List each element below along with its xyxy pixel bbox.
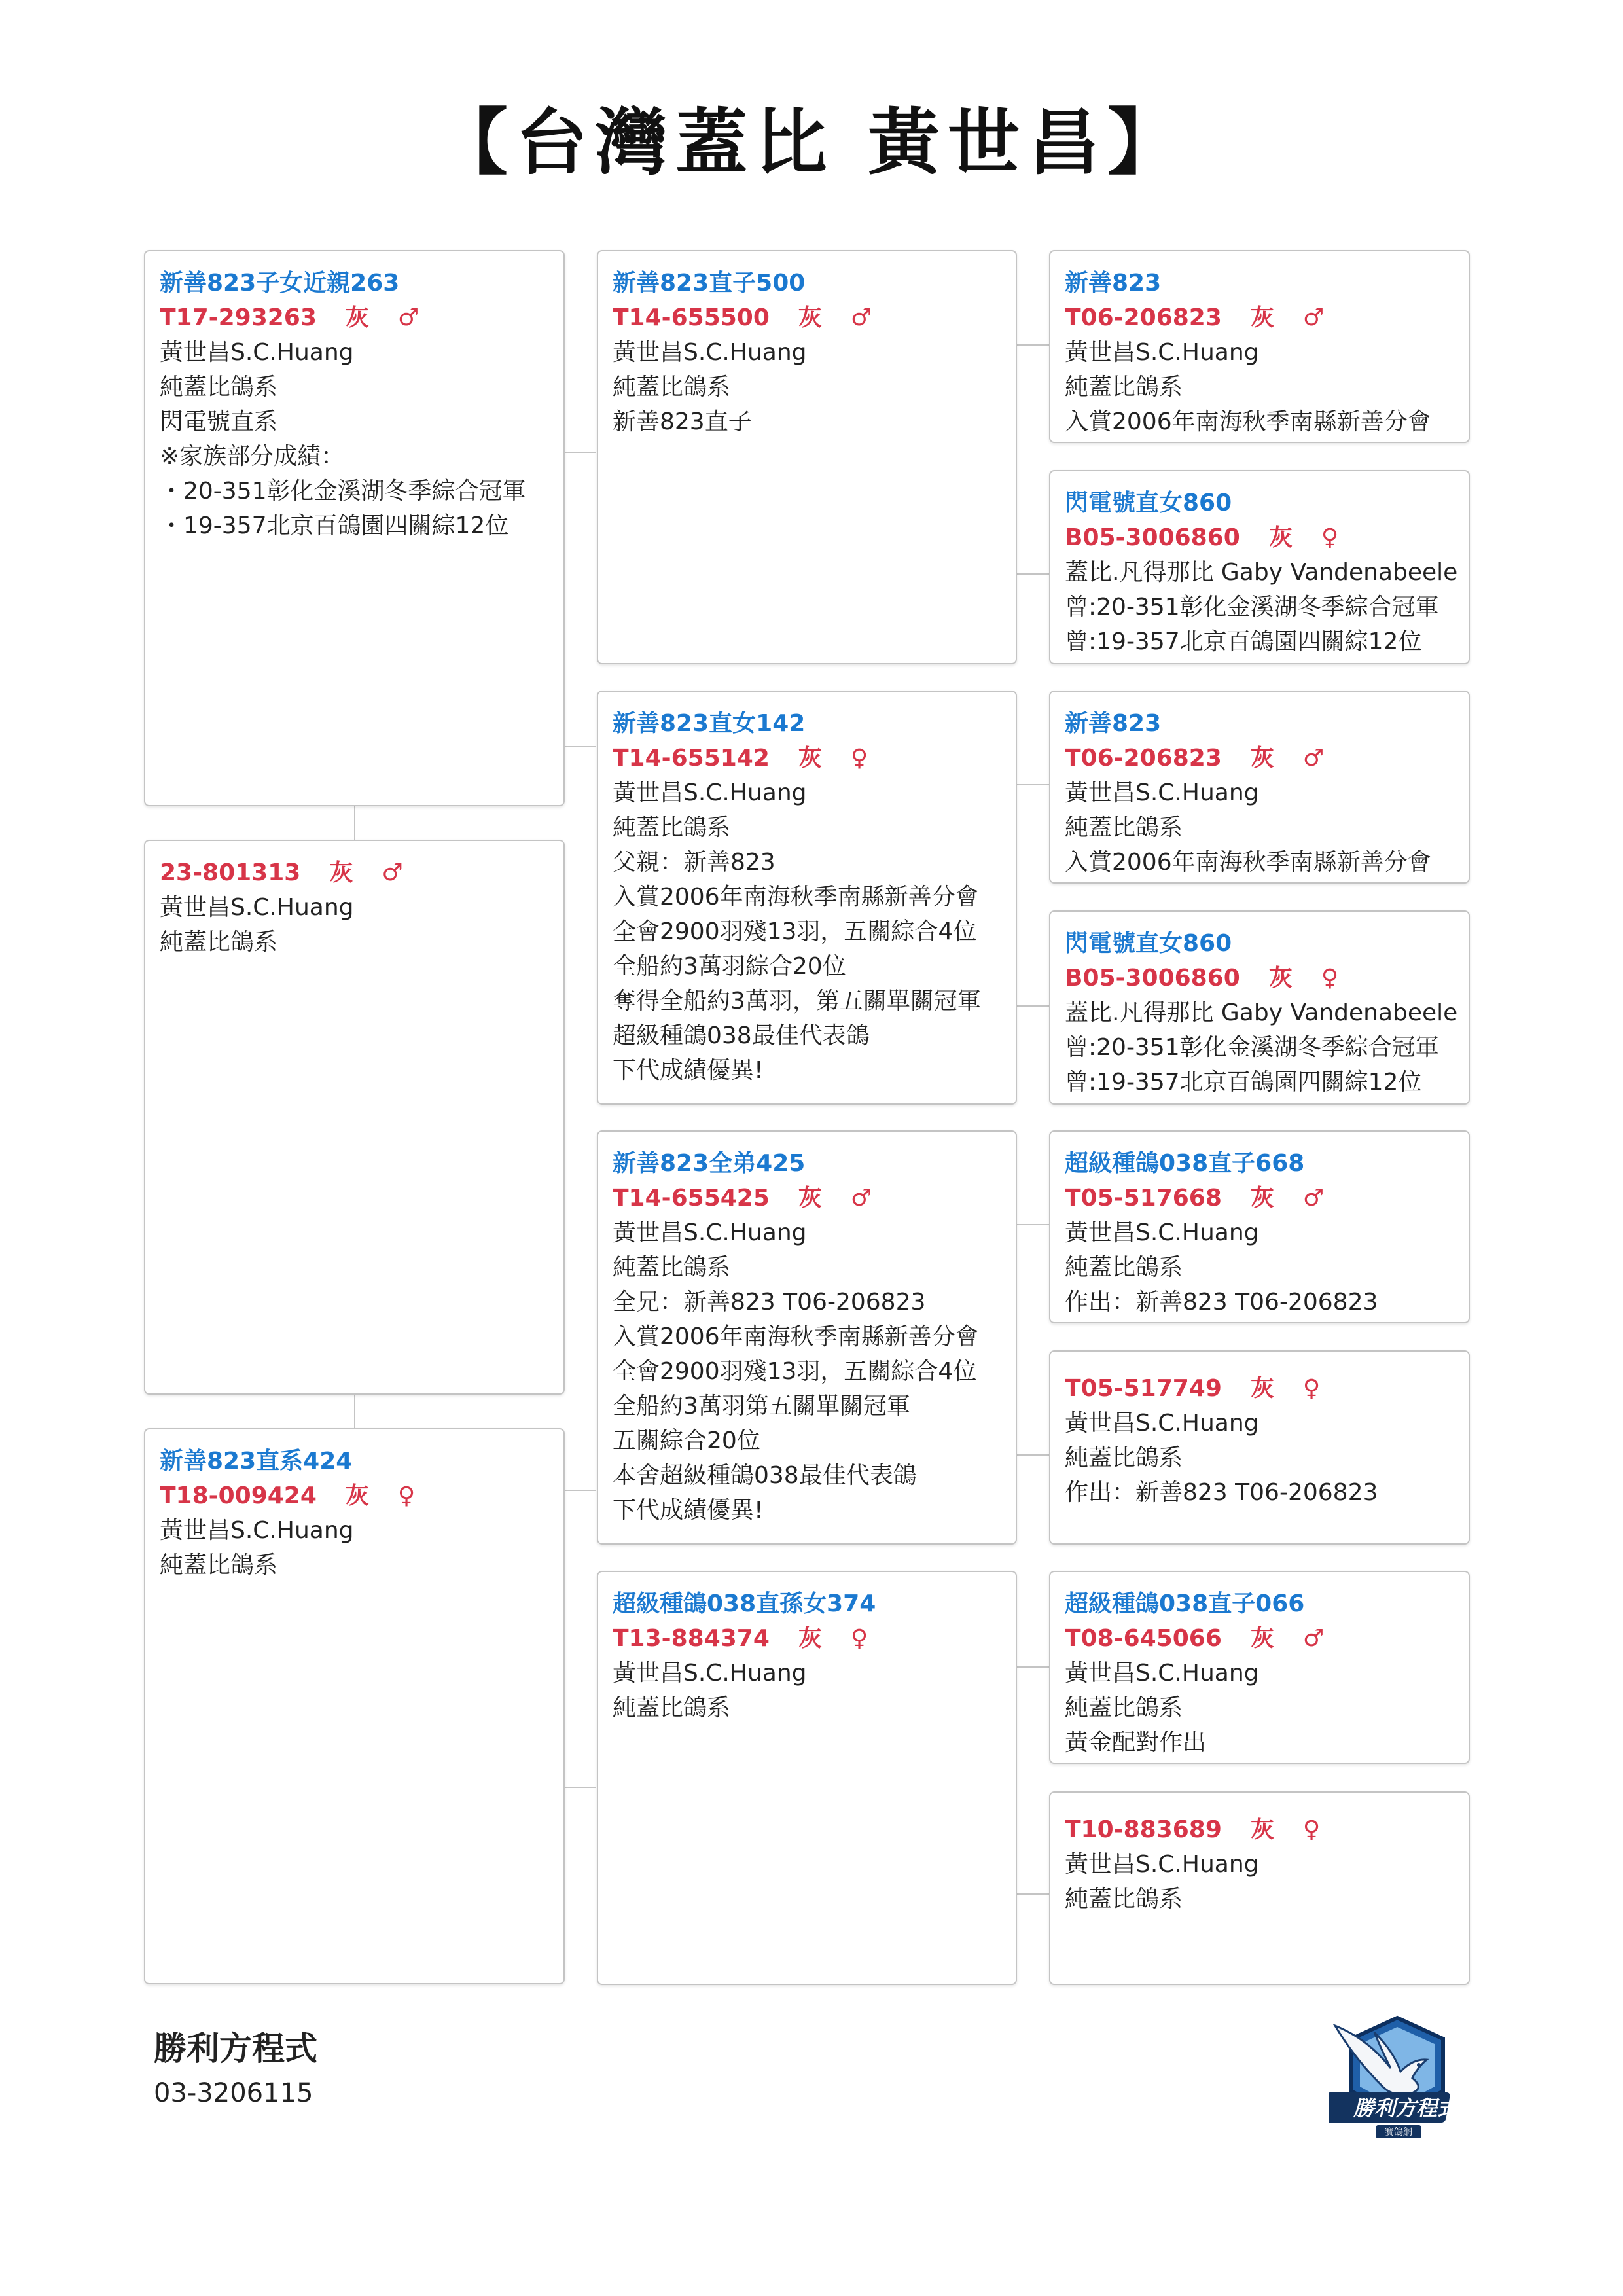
pedigree-card-grandparent xyxy=(1049,1791,1470,1985)
pedigree-card-subject xyxy=(144,250,565,806)
feather-color: 灰 xyxy=(798,1625,822,1652)
pigeon-note: 黃世昌S.C.Huang xyxy=(613,339,807,366)
sex-icon: ♀ xyxy=(1302,1816,1321,1843)
pigeon-ring xyxy=(1065,741,1454,776)
ring-number: T17-293263 xyxy=(160,304,317,331)
page-title: 【台灣蓋比 黃世昌】 xyxy=(435,100,1188,185)
connector-line xyxy=(563,746,596,747)
ring-number: T08-645066 xyxy=(1065,1625,1222,1652)
connector-line xyxy=(1015,784,1050,785)
pigeon-note: ※家族部分成績： xyxy=(160,443,345,470)
sex-icon: ♂ xyxy=(397,304,419,331)
pigeon-note: 父親：新善823 xyxy=(613,849,776,876)
pigeon-ring xyxy=(1065,1621,1454,1656)
sex-icon: ♀ xyxy=(1321,524,1339,551)
connector-line xyxy=(1015,1454,1050,1456)
pigeon-note: 蓋比.凡得那比 Gaby Vandenabeele xyxy=(1065,559,1458,586)
feather-color: 灰 xyxy=(1268,965,1293,992)
feather-color: 灰 xyxy=(345,1482,369,1509)
pigeon-note: 全兄：新善823 T06-206823 xyxy=(613,1289,926,1316)
pigeon-note: 黃世昌S.C.Huang xyxy=(160,339,354,366)
pigeon-note: 作出：新善823 T06-206823 xyxy=(1065,1479,1378,1506)
pedigree-card-sire xyxy=(597,250,1017,664)
pigeon-note: 入賞2006年南海秋季南縣新善分會 xyxy=(613,884,979,910)
pigeon-note: 純蓋比鴿系 xyxy=(613,814,731,841)
pigeon-note: 五關綜合20位 xyxy=(613,1427,760,1454)
pigeon-note: 純蓋比鴿系 xyxy=(1065,1444,1183,1471)
ring-number: B05-3006860 xyxy=(1065,524,1240,551)
feather-color: 灰 xyxy=(1250,1816,1274,1843)
pigeon-name: 新善823全弟425 xyxy=(613,1150,806,1177)
pigeon-note: 黃世昌S.C.Huang xyxy=(160,1517,354,1544)
connector-line xyxy=(1015,344,1050,346)
pigeon-ring xyxy=(160,855,549,890)
pigeon-name: 新善823直系424 xyxy=(160,1448,353,1475)
pedigree-card-subject-2 xyxy=(144,840,565,1395)
pigeon-name: 超級種鴿038直子668 xyxy=(1065,1150,1305,1177)
ring-number: T05-517668 xyxy=(1065,1185,1222,1211)
pedigree-card-grandparent xyxy=(1049,1350,1470,1545)
connector-line xyxy=(1015,1005,1050,1007)
pigeon-note: 全船約3萬羽綜合20位 xyxy=(613,953,846,980)
pigeon-ring xyxy=(1065,1812,1454,1847)
pigeon-ring xyxy=(1065,300,1454,335)
ring-number: T14-655500 xyxy=(613,304,770,331)
pedigree-card-grandparent xyxy=(1049,1571,1470,1764)
pedigree-card-grandparent xyxy=(1049,470,1470,664)
sex-icon: ♂ xyxy=(850,1185,872,1211)
pigeon-note: ・19-357北京百鴿園四關綜12位 xyxy=(160,512,509,539)
pigeon-name: 超級種鴿038直孫女374 xyxy=(613,1590,876,1617)
connector-line xyxy=(563,1787,596,1788)
pigeon-note: 黃金配對作出 xyxy=(1065,1729,1207,1756)
pigeon-note: 純蓋比鴿系 xyxy=(160,374,278,401)
pedigree-card-grandparent xyxy=(1049,1130,1470,1323)
pedigree-card-grandparent xyxy=(1049,250,1470,443)
feather-color: 灰 xyxy=(1250,1625,1274,1652)
sex-icon: ♀ xyxy=(850,1625,868,1652)
ring-number: T10-883689 xyxy=(1065,1816,1222,1843)
sex-icon: ♂ xyxy=(850,304,872,331)
connector-line xyxy=(1015,573,1050,575)
ring-number: T06-206823 xyxy=(1065,304,1222,331)
pigeon-note: 超級種鴿038最佳代表鴿 xyxy=(613,1022,870,1049)
sex-icon: ♀ xyxy=(397,1482,416,1509)
sex-icon: ♂ xyxy=(1302,304,1325,331)
pigeon-name: 閃電號直女860 xyxy=(1065,490,1232,516)
pigeon-note: 曾:19-357北京百鴿園四關綜12位 xyxy=(1065,628,1422,655)
feather-color: 灰 xyxy=(329,859,353,886)
ring-number: T05-517749 xyxy=(1065,1375,1222,1402)
ring-number: T14-655425 xyxy=(613,1185,770,1211)
pigeon-ring xyxy=(613,1621,1001,1656)
pedigree-card-grandparent xyxy=(1049,910,1470,1105)
pedigree-card-subject-3 xyxy=(144,1428,565,1984)
sex-icon: ♀ xyxy=(1302,1375,1321,1402)
feather-color: 灰 xyxy=(798,745,822,772)
pigeon-note: 曾:19-357北京百鴿園四關綜12位 xyxy=(1065,1069,1422,1096)
pigeon-note: 本舍超級種鴿038最佳代表鴿 xyxy=(613,1462,917,1489)
logo-subtext: 賽鴿網 xyxy=(1385,2127,1412,2138)
pigeon-ring xyxy=(613,300,1001,335)
pigeon-name: 新善823 xyxy=(1065,270,1162,296)
pigeon-note: 純蓋比鴿系 xyxy=(1065,814,1183,841)
pigeon-note: 黃世昌S.C.Huang xyxy=(1065,339,1259,366)
pigeon-ring xyxy=(160,1479,549,1513)
pigeon-note: 下代成績優異! xyxy=(613,1057,764,1084)
pigeon-note: 入賞2006年南海秋季南縣新善分會 xyxy=(1065,408,1431,435)
connector-line xyxy=(563,1490,596,1491)
connector-line xyxy=(563,452,596,453)
ring-number: B05-3006860 xyxy=(1065,965,1240,992)
pedigree-card-sire xyxy=(597,1130,1017,1545)
feather-color: 灰 xyxy=(1250,304,1274,331)
pigeon-note: 全船約3萬羽第五關單關冠軍 xyxy=(613,1393,910,1420)
feather-color: 灰 xyxy=(345,304,369,331)
pigeon-name: 新善823直子500 xyxy=(613,270,806,296)
pigeon-note: 黃世昌S.C.Huang xyxy=(1065,780,1259,806)
ring-number: T18-009424 xyxy=(160,1482,317,1509)
pigeon-note: 奪得全船約3萬羽，第五關單關冠軍 xyxy=(613,988,981,1014)
pigeon-note: 純蓋比鴿系 xyxy=(613,1254,731,1281)
pigeon-ring xyxy=(1065,1181,1454,1215)
connector-line xyxy=(354,805,355,842)
sex-icon: ♂ xyxy=(1302,745,1325,772)
pigeon-note: 黃世昌S.C.Huang xyxy=(1065,1219,1259,1246)
pigeon-note: 曾:20-351彰化金溪湖冬季綜合冠軍 xyxy=(1065,594,1439,620)
ring-number: T06-206823 xyxy=(1065,745,1222,772)
pigeon-note: 黃世昌S.C.Huang xyxy=(1065,1851,1259,1878)
pigeon-note: 純蓋比鴿系 xyxy=(1065,1254,1183,1281)
footer-phone: 03-3206115 xyxy=(154,2078,313,2108)
connector-line xyxy=(1015,1893,1050,1895)
pigeon-note: 入賞2006年南海秋季南縣新善分會 xyxy=(1065,849,1431,876)
feather-color: 灰 xyxy=(1250,1375,1274,1402)
ring-number: T13-884374 xyxy=(613,1625,770,1652)
pedigree-card-grandparent xyxy=(1049,691,1470,884)
feather-color: 灰 xyxy=(1268,524,1293,551)
pigeon-name: 閃電號直女860 xyxy=(1065,930,1232,957)
connector-line xyxy=(354,1393,355,1429)
pigeon-note: 純蓋比鴿系 xyxy=(613,374,731,401)
pigeon-note: 黃世昌S.C.Huang xyxy=(1065,1660,1259,1687)
pigeon-note: 黃世昌S.C.Huang xyxy=(613,1660,807,1687)
pigeon-name: 超級種鴿038直子066 xyxy=(1065,1590,1305,1617)
pigeon-note: 純蓋比鴿系 xyxy=(1065,1886,1183,1912)
ring-number: T14-655142 xyxy=(613,745,770,772)
pigeon-ring xyxy=(160,300,549,335)
pigeon-note: 入賞2006年南海秋季南縣新善分會 xyxy=(613,1323,979,1350)
sex-icon: ♀ xyxy=(850,745,868,772)
pigeon-note: 閃電號直系 xyxy=(160,408,278,435)
pigeon-name: 新善823 xyxy=(1065,710,1162,737)
pigeon-note: 純蓋比鴿系 xyxy=(1065,1695,1183,1721)
logo-text: 勝利方程式 xyxy=(1353,2096,1459,2121)
pedigree-card-dam xyxy=(597,691,1017,1105)
feather-color: 灰 xyxy=(1250,745,1274,772)
feather-color: 灰 xyxy=(798,1185,822,1211)
pigeon-note: 黃世昌S.C.Huang xyxy=(160,894,354,921)
sex-icon: ♂ xyxy=(1302,1625,1325,1652)
pigeon-name: 新善823子女近親263 xyxy=(160,270,400,296)
pigeon-note: 曾:20-351彰化金溪湖冬季綜合冠軍 xyxy=(1065,1034,1439,1061)
pigeon-ring xyxy=(1065,1371,1454,1406)
pigeon-ring xyxy=(613,741,1001,776)
feather-color: 灰 xyxy=(1250,1185,1274,1211)
sex-icon: ♂ xyxy=(1302,1185,1325,1211)
pigeon-note: 黃世昌S.C.Huang xyxy=(613,780,807,806)
pigeon-note: 下代成績優異! xyxy=(613,1497,764,1524)
sex-icon: ♂ xyxy=(382,859,403,886)
pigeon-note: 作出：新善823 T06-206823 xyxy=(1065,1289,1378,1316)
brand-logo xyxy=(1329,2013,1472,2144)
connector-line xyxy=(1015,1224,1050,1225)
pigeon-note: 全會2900羽殘13羽，五關綜合4位 xyxy=(613,1358,977,1385)
pedigree-card-dam xyxy=(597,1571,1017,1985)
pigeon-name: 新善823直女142 xyxy=(613,710,806,737)
pigeon-note: 純蓋比鴿系 xyxy=(613,1695,731,1721)
pigeon-ring xyxy=(1065,961,1454,996)
pigeon-note: 純蓋比鴿系 xyxy=(1065,374,1183,401)
pigeon-note: 黃世昌S.C.Huang xyxy=(613,1219,807,1246)
connector-line xyxy=(1015,1666,1050,1668)
pigeon-note: 純蓋比鴿系 xyxy=(160,929,278,956)
pigeon-note: 純蓋比鴿系 xyxy=(160,1552,278,1579)
pigeon-ring xyxy=(1065,520,1454,555)
pigeon-note: 蓋比.凡得那比 Gaby Vandenabeele xyxy=(1065,999,1458,1026)
pigeon-note: 黃世昌S.C.Huang xyxy=(1065,1410,1259,1437)
pigeon-note: ・20-351彰化金溪湖冬季綜合冠軍 xyxy=(160,478,526,505)
ring-number: 23-801313 xyxy=(160,859,301,886)
pigeon-note: 新善823直子 xyxy=(613,408,752,435)
sex-icon: ♀ xyxy=(1321,965,1339,992)
pigeon-note: 全會2900羽殘13羽，五關綜合4位 xyxy=(613,918,977,945)
footer-brand: 勝利方程式 xyxy=(154,2030,317,2068)
feather-color: 灰 xyxy=(798,304,822,331)
pigeon-ring xyxy=(613,1181,1001,1215)
